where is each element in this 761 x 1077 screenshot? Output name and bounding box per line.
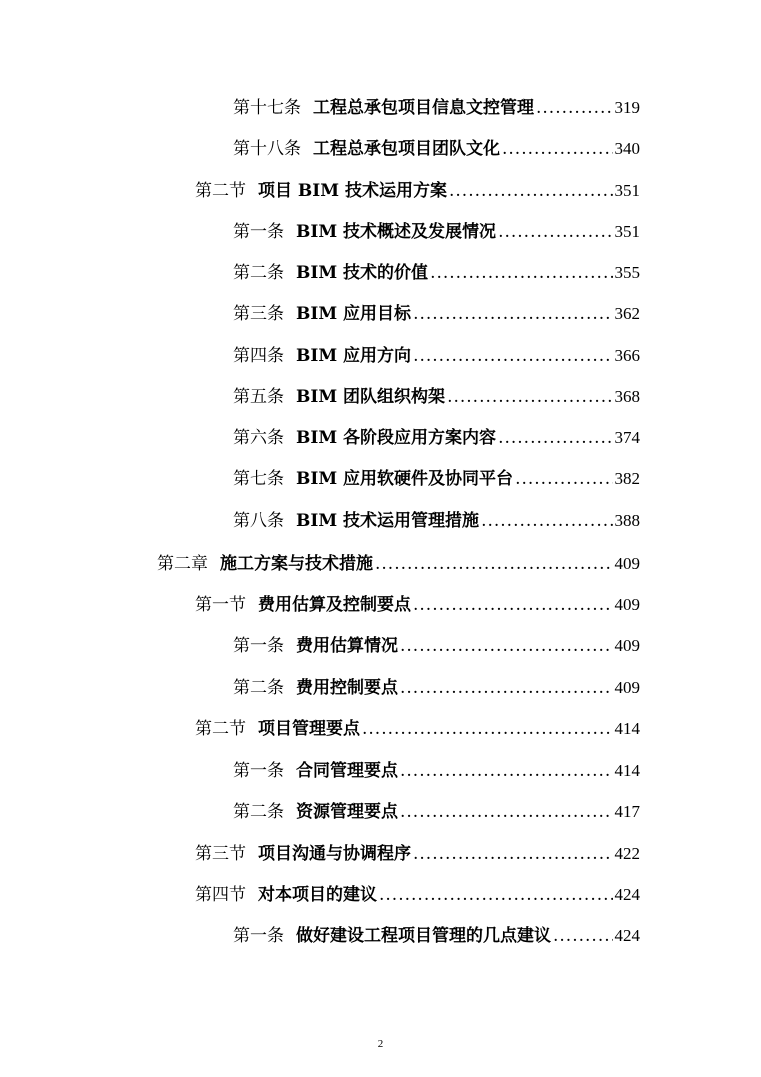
toc-dot-leader [553,921,613,951]
toc-dot-leader [515,464,612,494]
toc-entry-page: 368 [614,387,640,406]
toc-entry-page: 374 [614,428,640,447]
toc-entry-title: 项目管理要点 [258,719,360,739]
toc-dot-leader [481,506,612,536]
toc-entry-prefix: 第一条 [233,761,284,781]
toc-entry-page: 388 [614,511,640,530]
toc-dot-leader [498,423,612,453]
toc-entry-prefix: 第十八条 [233,139,301,159]
toc-entry-title: 施工方案与技术措施 [220,554,373,574]
toc-entry-article[interactable] [233,506,640,536]
toc-entry-prefix: 第五条 [233,387,284,407]
toc-entry-section-bim[interactable] [195,176,640,206]
toc-entry-page: 414 [614,719,640,738]
toc-dot-leader [447,382,612,412]
toc-entry-page: 409 [614,678,640,697]
toc-entry-page: 340 [614,139,640,158]
toc-dot-leader [400,673,613,703]
toc-entry-article[interactable] [233,631,640,661]
toc-entry-title: 合同管理要点 [296,761,398,781]
toc-entry-page: 424 [614,885,640,904]
toc-entry-article[interactable] [233,921,640,951]
toc-dot-leader [449,176,613,206]
toc-dot-leader [379,880,613,910]
toc-dot-leader [413,590,613,620]
toc-entry-page: 409 [614,595,640,614]
toc-entry-section[interactable] [195,839,640,869]
toc-dot-leader [430,258,612,288]
toc-entry-title: 对本项目的建议 [258,885,377,905]
toc-entry-prefix: 第四条 [233,346,284,366]
toc-entry-page: 319 [614,98,640,117]
toc-entry-article[interactable] [233,258,640,288]
toc-entry-page: 382 [614,469,640,488]
toc-entry-prefix: 第二节 [195,181,246,201]
toc-entry-prefix: 第七条 [233,469,284,489]
toc-entry-prefix: 第二条 [233,678,284,698]
toc-entry-page: 351 [614,181,640,200]
toc-dot-leader [400,756,613,786]
toc-entry-title: BIM 技术概述及发展情况 [296,222,497,242]
toc-entry-prefix: 第四节 [195,885,246,905]
toc-entry-prefix: 第六条 [233,428,284,448]
toc-entry-article[interactable] [233,217,640,247]
toc-entry-title: BIM 各阶段应用方案内容 [296,428,497,448]
toc-dot-leader [413,839,613,869]
toc-entry-title: BIM 应用软硬件及协同平台 [296,469,514,489]
toc-entry-page: 424 [614,926,640,945]
toc-entry-article[interactable] [233,382,640,412]
toc-entry-title: 费用估算情况 [296,636,398,656]
toc-entry-title: BIM 应用方向 [296,346,412,366]
toc-entry-prefix: 第二条 [233,263,284,283]
toc-entry-title: BIM 技术运用管理措施 [296,511,480,531]
toc-entry-page: 409 [614,554,640,573]
toc-entry-page: 362 [614,304,640,323]
toc-entry-prefix: 第二章 [157,554,208,574]
toc-dot-leader [375,549,613,579]
toc-entry-article[interactable] [233,797,640,827]
toc-dot-leader [413,299,612,329]
toc-entry-article[interactable] [233,423,640,453]
toc-entry-article[interactable] [233,673,640,703]
toc-entry-title: BIM 应用目标 [296,304,412,324]
toc-entry-prefix: 第一节 [195,595,246,615]
toc-entry-page: 422 [614,844,640,863]
toc-entry-title: BIM 团队组织构架 [296,387,446,407]
toc-dot-leader [502,134,613,164]
toc-dot-leader [413,341,612,371]
toc-entry-article[interactable] [233,341,640,371]
toc-entry-page: 355 [614,263,640,282]
toc-entry-page: 366 [614,346,640,365]
toc-dot-leader [400,631,613,661]
toc-entry-article-18[interactable] [233,134,640,164]
toc-entry-page: 351 [614,222,640,241]
toc-entry-prefix: 第一条 [233,636,284,656]
toc-entry-title: 费用估算及控制要点 [258,595,411,615]
toc-entry-prefix: 第三条 [233,304,284,324]
toc-entry-title: 资源管理要点 [296,802,398,822]
toc-entry-article-17[interactable] [233,93,640,123]
toc-entry-prefix: 第八条 [233,511,284,531]
page-number: 2 [377,1038,384,1050]
toc-entry-title: 项目沟通与协调程序 [258,844,411,864]
toc-dot-leader [536,93,613,123]
toc-entry-page: 417 [614,802,640,821]
toc-entry-section[interactable] [195,590,640,620]
toc-entry-prefix: 第一条 [233,222,284,242]
toc-entry-title: BIM 技术的价值 [296,263,429,283]
toc-entry-article[interactable] [233,756,640,786]
toc-entry-article[interactable] [233,299,640,329]
toc-entry-title: 工程总承包项目团队文化 [313,139,500,159]
toc-entry-prefix: 第十七条 [233,98,301,118]
toc-entry-article[interactable] [233,464,640,494]
toc-entry-prefix: 第三节 [195,844,246,864]
toc-entry-title: 工程总承包项目信息文控管理 [313,98,534,118]
toc-dot-leader [362,714,613,744]
toc-dot-leader [400,797,613,827]
toc-entry-prefix: 第二节 [195,719,246,739]
toc-entry-page: 409 [614,636,640,655]
toc-entry-chapter-2[interactable] [157,549,640,579]
toc-entry-title: 项目 BIM 技术运用方案 [258,181,447,201]
toc-entry-section[interactable] [195,880,640,910]
toc-entry-page: 414 [614,761,640,780]
toc-entry-prefix: 第二条 [233,802,284,822]
toc-entry-section[interactable] [195,714,640,744]
toc-entry-title: 费用控制要点 [296,678,398,698]
toc-entry-prefix: 第一条 [233,926,284,946]
toc-entry-title: 做好建设工程项目管理的几点建议 [296,926,551,946]
toc-dot-leader [498,217,612,247]
